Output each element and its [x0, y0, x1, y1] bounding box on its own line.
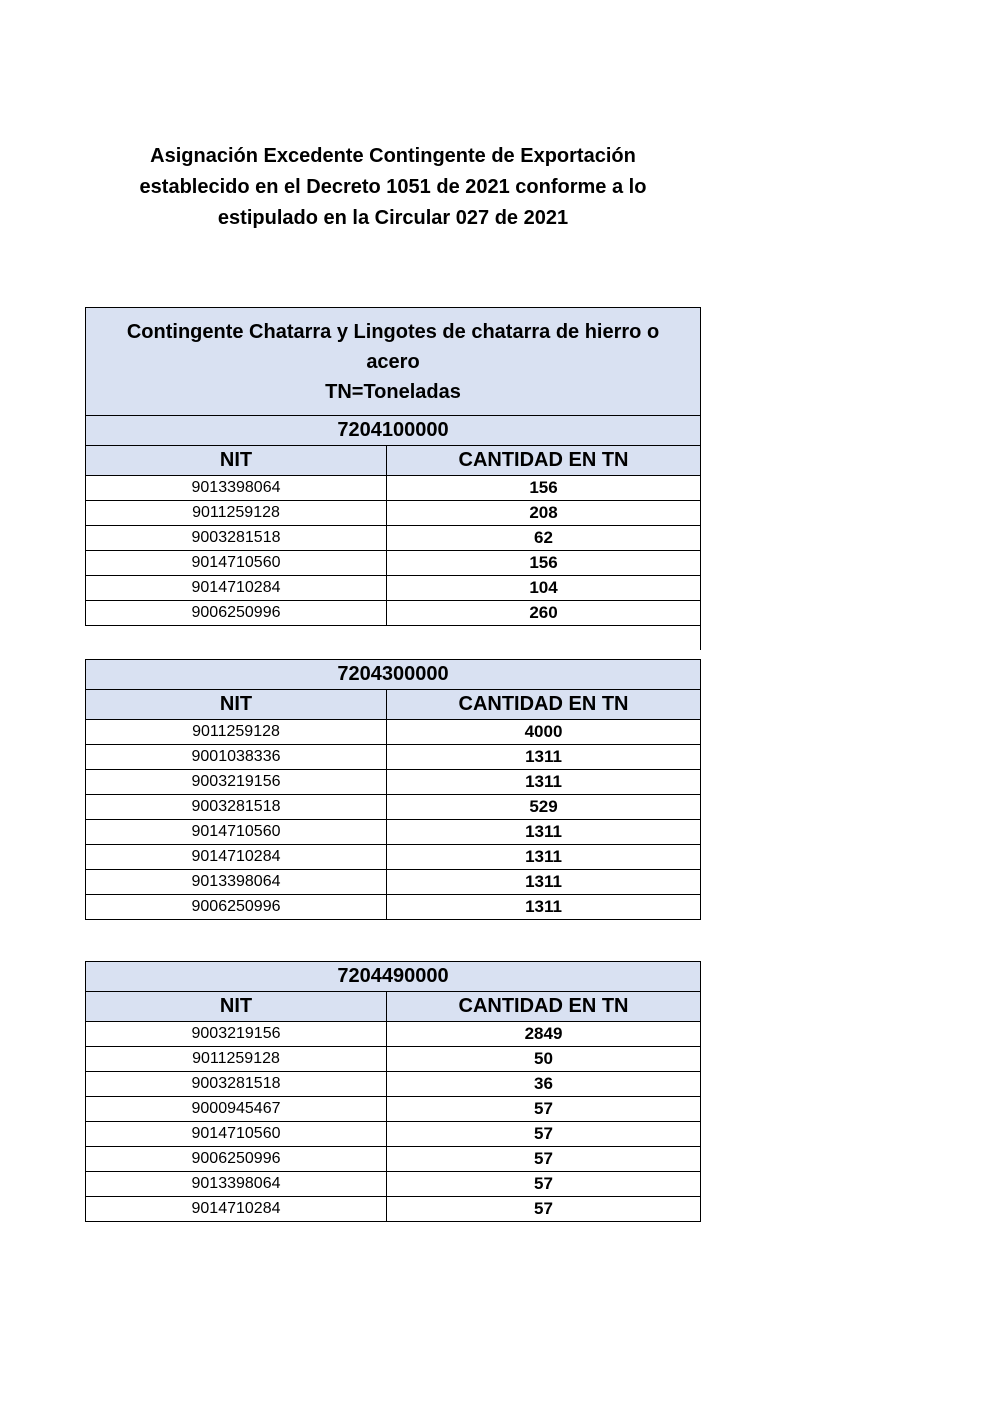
quantity-cell: 57	[387, 1197, 701, 1222]
table-row	[86, 1147, 701, 1172]
table-row	[86, 1197, 701, 1222]
table-row	[86, 870, 701, 895]
quantity-cell: 1311	[387, 770, 701, 795]
quantity-cell: 57	[387, 1172, 701, 1197]
table-row	[86, 820, 701, 845]
document-title-line: Asignación Excedente Contingente de Exportación	[150, 145, 636, 167]
table-row	[86, 1072, 701, 1097]
nit-cell: 9013398064	[86, 1172, 387, 1197]
nit-cell: 9013398064	[86, 476, 387, 501]
table-row	[86, 576, 701, 601]
spacer-row	[86, 626, 701, 651]
nit-cell: 9001038336	[86, 745, 387, 770]
table-row	[86, 551, 701, 576]
tariff-code: 7204100000	[86, 416, 701, 446]
table-row	[86, 1022, 701, 1047]
nit-cell: 9011259128	[86, 720, 387, 745]
table-row	[86, 501, 701, 526]
quota-table-1	[85, 307, 700, 650]
quantity-cell: 1311	[387, 895, 701, 920]
table-row	[86, 526, 701, 551]
quantity-cell: 57	[387, 1097, 701, 1122]
quantity-cell: 1311	[387, 845, 701, 870]
nit-column-header: NIT	[86, 446, 387, 476]
nit-cell: 9014710284	[86, 1197, 387, 1222]
quantity-cell: 1311	[387, 870, 701, 895]
quantity-cell: 57	[387, 1147, 701, 1172]
quantity-cell: 62	[387, 526, 701, 551]
nit-column-header: NIT	[86, 992, 387, 1022]
table-caption-line: TN=Toneladas	[325, 380, 461, 403]
nit-cell: 9014710284	[86, 576, 387, 601]
nit-cell: 9013398064	[86, 870, 387, 895]
nit-cell: 9011259128	[86, 501, 387, 526]
quantity-cell: 529	[387, 795, 701, 820]
quantity-cell: 2849	[387, 1022, 701, 1047]
nit-cell: 9006250996	[86, 895, 387, 920]
quantity-cell: 260	[387, 601, 701, 626]
quantity-cell: 208	[387, 501, 701, 526]
nit-cell: 9014710560	[86, 551, 387, 576]
quantity-cell: 57	[387, 1122, 701, 1147]
table-row	[86, 770, 701, 795]
table-row	[86, 476, 701, 501]
nit-cell: 9014710560	[86, 1122, 387, 1147]
spacer-cell	[86, 626, 387, 651]
nit-cell: 9006250996	[86, 1147, 387, 1172]
table-caption-line: Contingente Chatarra y Lingotes de chatarra de hierro o	[126, 320, 660, 343]
quantity-cell: 104	[387, 576, 701, 601]
quota-table-2	[85, 659, 700, 920]
quantity-column-header: CANTIDAD EN TN	[387, 992, 701, 1022]
nit-cell: 9014710284	[86, 845, 387, 870]
quantity-column-header: CANTIDAD EN TN	[387, 446, 701, 476]
table-row	[86, 601, 701, 626]
nit-cell: 9003281518	[86, 1072, 387, 1097]
nit-cell: 9011259128	[86, 1047, 387, 1072]
table-row	[86, 1097, 701, 1122]
document-title-line: establecido en el Decreto 1051 de 2021 conforme a lo	[139, 176, 647, 198]
table-row	[86, 1122, 701, 1147]
quantity-cell: 156	[387, 551, 701, 576]
table-row	[86, 745, 701, 770]
quantity-column-header: CANTIDAD EN TN	[387, 690, 701, 720]
table-caption-line: acero	[366, 350, 420, 373]
quota-table-3	[85, 961, 700, 1222]
nit-cell: 9003219156	[86, 770, 387, 795]
document-title	[100, 141, 686, 234]
table-row	[86, 720, 701, 745]
nit-cell: 9000945467	[86, 1097, 387, 1122]
quantity-cell: 4000	[387, 720, 701, 745]
quantity-cell: 1311	[387, 745, 701, 770]
quantity-cell: 36	[387, 1072, 701, 1097]
table-row	[86, 1047, 701, 1072]
tariff-code: 7204300000	[86, 660, 701, 690]
table-row	[86, 1172, 701, 1197]
tariff-code: 7204490000	[86, 962, 701, 992]
quantity-cell: 50	[387, 1047, 701, 1072]
nit-cell: 9006250996	[86, 601, 387, 626]
quantity-cell: 1311	[387, 820, 701, 845]
table-row	[86, 895, 701, 920]
table-caption	[86, 308, 701, 416]
spacer-cell	[387, 626, 701, 651]
nit-column-header: NIT	[86, 690, 387, 720]
nit-cell: 9003219156	[86, 1022, 387, 1047]
table-row	[86, 845, 701, 870]
nit-cell: 9014710560	[86, 820, 387, 845]
quantity-cell: 156	[387, 476, 701, 501]
nit-cell: 9003281518	[86, 795, 387, 820]
nit-cell: 9003281518	[86, 526, 387, 551]
document-title-line: estipulado en la Circular 027 de 2021	[217, 207, 569, 229]
table-row	[86, 795, 701, 820]
